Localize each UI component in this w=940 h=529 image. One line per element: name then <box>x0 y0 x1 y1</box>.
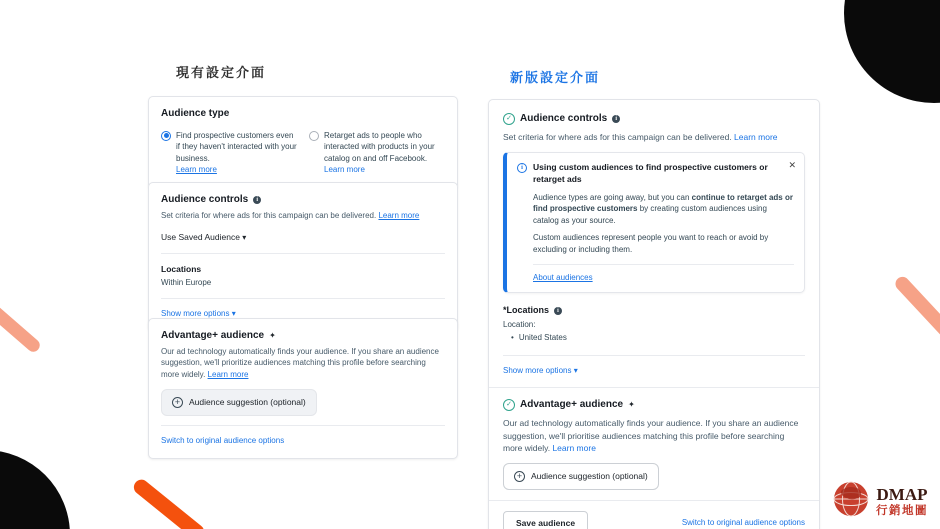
chevron-down-icon: ▾ <box>573 366 578 376</box>
section-divider <box>489 387 819 388</box>
notice-paragraph-2: Custom audiences represent people you want to reach or avoid by excluding or including them. <box>533 233 769 254</box>
logo-title: DMAP <box>876 484 928 504</box>
radio-option-prospective[interactable] <box>161 130 297 176</box>
card-footer <box>503 501 805 529</box>
advantage-description: Our ad technology automatically finds your audience. If you share an audience suggestion, we'll prioritize audiences matching this profile before searching more widely. <box>161 346 439 379</box>
sparkle-icon: ✦ <box>269 331 276 341</box>
notice-paragraph-1 <box>533 192 794 227</box>
show-more-label[interactable]: Show more options <box>503 366 572 376</box>
decorative-stripe-left <box>0 303 42 355</box>
plus-icon: + <box>172 397 183 408</box>
divider <box>533 264 794 265</box>
switch-to-original-link[interactable]: Switch to original audience options <box>681 517 805 527</box>
notice-heading: Using custom audiences to find prospective customers or retarget ads <box>533 161 768 184</box>
decorative-circle-top-right <box>844 0 940 103</box>
decorative-stripe-bottom <box>131 477 207 529</box>
location-label: Location: <box>503 320 536 330</box>
radio-selected-icon[interactable] <box>161 131 171 141</box>
audience-type-options <box>161 130 445 176</box>
locations-heading: Locations <box>161 263 202 274</box>
logo-subtitle: 行銷地圖 <box>876 504 928 517</box>
sparkle-icon: ✦ <box>628 400 635 410</box>
radio-option-label: Find prospective customers even if they haven't interacted with your business. <box>176 130 297 163</box>
info-icon[interactable]: i <box>554 307 562 315</box>
audience-type-card <box>148 96 458 189</box>
chevron-down-icon: ▾ <box>242 233 247 243</box>
close-icon[interactable]: ✕ <box>788 159 796 170</box>
chevron-down-icon: ▾ <box>231 308 236 318</box>
audience-controls-description: Set criteria for where ads for this campaign can be delivered. <box>161 210 377 220</box>
radio-option-label: Retarget ads to people who interacted with products in your catalog on and off Facebook. <box>324 130 435 163</box>
new-settings-card <box>488 99 820 529</box>
locations-value: Within Europe <box>161 278 212 287</box>
audience-controls-description: Set criteria for where ads for this campaign can be delivered. <box>503 131 732 142</box>
info-circle-icon: i <box>517 163 527 173</box>
right-column-title: 新版設定介面 <box>510 70 601 85</box>
divider <box>161 425 445 426</box>
learn-more-link[interactable]: Learn more <box>378 210 420 220</box>
bullet-icon: • <box>511 332 514 342</box>
save-audience-button[interactable]: Save audience <box>503 511 588 529</box>
custom-audiences-notice <box>503 152 805 293</box>
switch-to-original-link[interactable]: Switch to original audience options <box>161 435 285 445</box>
location-item <box>511 332 805 344</box>
audience-suggestion-button[interactable] <box>161 389 317 415</box>
audience-controls-card <box>148 182 458 332</box>
show-more-options[interactable] <box>503 365 805 377</box>
globe-icon <box>833 481 869 522</box>
advantage-heading: Advantage+ audience <box>161 330 265 341</box>
advantage-audience-card <box>148 318 458 459</box>
notice-text-bold: continue to retarget ads or find prospective customers <box>533 192 793 214</box>
divider <box>161 298 445 299</box>
plus-icon: + <box>514 471 525 482</box>
audience-suggestion-button[interactable] <box>503 463 659 489</box>
audience-type-heading: Audience type <box>161 108 230 119</box>
locations-heading: *Locations <box>503 305 550 316</box>
saved-audience-dropdown[interactable] <box>161 231 445 244</box>
divider <box>503 355 805 356</box>
info-icon[interactable]: i <box>612 115 620 123</box>
location-value: United States <box>518 332 567 342</box>
audience-suggestion-label: Audience suggestion (optional) <box>531 471 648 482</box>
audience-suggestion-label: Audience suggestion (optional) <box>189 397 306 408</box>
audience-controls-heading: Audience controls <box>161 194 249 205</box>
learn-more-link[interactable]: Learn more <box>176 165 217 175</box>
learn-more-link[interactable]: Learn more <box>324 165 365 175</box>
show-more-label[interactable]: Show more options <box>161 308 230 318</box>
learn-more-link[interactable]: Learn more <box>552 443 596 454</box>
advantage-heading: Advantage+ audience <box>520 398 624 410</box>
radio-option-retarget[interactable] <box>309 130 445 176</box>
decorative-stripe-right <box>893 274 940 342</box>
radio-unselected-icon[interactable] <box>309 131 319 141</box>
notice-text: by creating custom audiences using catalog as your source. <box>533 204 767 225</box>
saved-audience-label: Use Saved Audience <box>161 232 240 243</box>
divider <box>161 253 445 254</box>
dmap-logo <box>833 481 928 522</box>
left-column-title: 現有設定介面 <box>176 65 267 80</box>
info-icon[interactable]: i <box>253 196 261 204</box>
advantage-description: Our ad technology automatically finds your audience. If you share an audience suggestion, we'll prioritise audiences matching this profile before searching more widely. <box>503 418 799 454</box>
decorative-circle-bottom-left <box>0 450 70 529</box>
learn-more-link[interactable]: Learn more <box>207 369 249 379</box>
check-circle-icon: ✓ <box>503 113 515 125</box>
audience-controls-heading: Audience controls <box>520 113 608 124</box>
notice-text: Audience types are going away, but you can <box>533 192 692 202</box>
check-circle-icon: ✓ <box>503 399 515 411</box>
about-audiences-link[interactable]: About audiences <box>533 272 593 282</box>
learn-more-link[interactable]: Learn more <box>734 131 778 142</box>
